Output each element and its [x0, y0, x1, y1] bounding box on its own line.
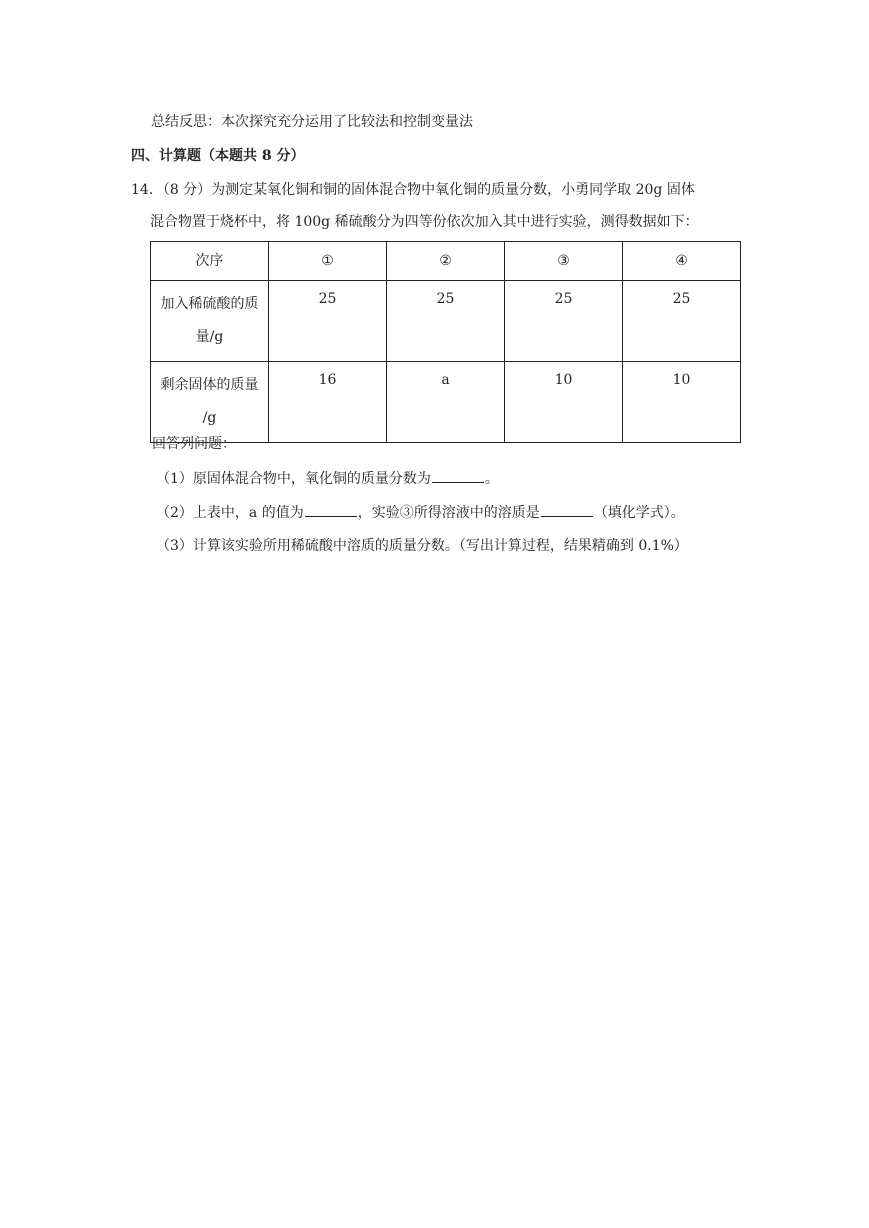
row-label-line: 剩余固体的质量 [160, 377, 259, 393]
table-header-cell: ② [387, 242, 505, 281]
table-row [151, 281, 741, 362]
table-cell: 10 [623, 362, 741, 443]
answer-blank[interactable] [432, 468, 484, 483]
table-header-cell: 次序 [151, 242, 269, 281]
sub-question-1-text: （1）原固体混合物中，氧化铜的质量分数为 [156, 471, 431, 487]
table-cell: 16 [269, 362, 387, 443]
answer-prompt: 回答列问题： [152, 436, 236, 452]
sub-question-2-text: （2）上表中，a 的值为 [156, 505, 304, 521]
table-header-row [151, 242, 741, 281]
table-cell: 10 [505, 362, 623, 443]
sub-question-1 [156, 468, 499, 489]
sub-question-2-text: ，实验③所得溶液中的溶质是 [357, 505, 540, 521]
row-label [151, 362, 269, 443]
table-cell: 25 [623, 281, 741, 362]
table-cell: 25 [387, 281, 505, 362]
row-label [151, 281, 269, 362]
table-row [151, 362, 741, 443]
row-label-line: /g [202, 410, 217, 426]
sub-question-1-end: 。 [484, 471, 499, 487]
answer-blank[interactable] [541, 502, 593, 517]
table-header-cell: ③ [505, 242, 623, 281]
table-cell: 25 [269, 281, 387, 362]
summary-line: 总结反思：本次探究充分运用了比较法和控制变量法 [151, 114, 473, 130]
row-label-line: 量/g [195, 329, 224, 345]
table-cell: 25 [505, 281, 623, 362]
data-table [150, 241, 741, 443]
table-cell: a [387, 362, 505, 443]
sub-question-2 [156, 502, 685, 523]
table-header-cell: ① [269, 242, 387, 281]
row-label-line: 加入稀硫酸的质 [160, 296, 259, 312]
question-text-line-2: 混合物置于烧杯中，将 100g 稀硫酸分为四等份依次加入其中进行实验，测得数据如下： [150, 214, 699, 230]
sub-question-3: （3）计算该实验所用稀硫酸中溶质的质量分数。（写出计算过程，结果精确到 0.1%） [156, 538, 688, 554]
table-header-cell: ④ [623, 242, 741, 281]
question-text-line-1: 14．（8 分）为测定某氧化铜和铜的固体混合物中氧化铜的质量分数，小勇同学取 20g 固体 [131, 182, 695, 198]
section-heading: 四、计算题（本题共 8 分） [131, 148, 305, 164]
sub-question-2-text: （填化学式）。 [593, 505, 685, 521]
answer-blank[interactable] [305, 502, 357, 517]
